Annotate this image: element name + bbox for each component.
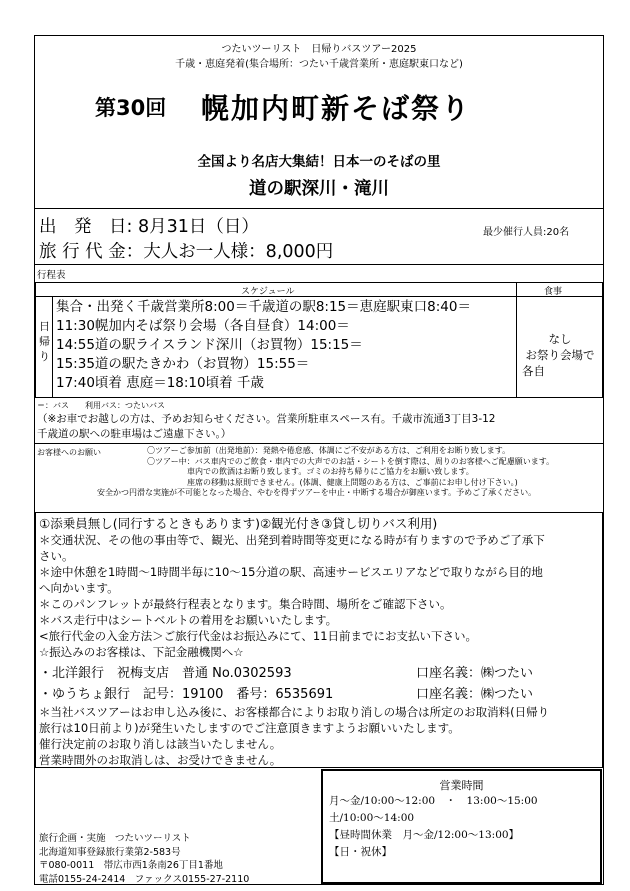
subtitle: 全国より名店大集結！日本一のそばの里: [197, 154, 441, 170]
flyer-sheet: [34, 35, 604, 885]
divider: [35, 208, 603, 209]
col-schedule: スケジュール: [241, 287, 295, 297]
schedule-line: 15:35道の駅たきかわ（お買物）15:55＝: [56, 356, 310, 372]
bus-legend: ＝：バス 利用バス：つたいバス: [37, 401, 165, 410]
bank-row: [39, 660, 549, 682]
notes-box: [35, 512, 603, 768]
itinerary-label: 行程表: [37, 270, 66, 281]
hours-lines: 月～金/10:00～12:00 ・ 13:00～15:00 土/10:00～14:00 【昼時間休業 月～金/12:00～13:00】 【日・祝休】: [329, 795, 538, 858]
depart-line: 千歳・恵庭発着(集合場所：つたい千歳営業所・恵庭駅東口など): [175, 59, 463, 70]
col-divider: [516, 297, 517, 397]
bank-1: ・北洋銀行 祝梅支店 普通 No.0302593: [39, 666, 292, 681]
price: 旅 行 代 金：大人お一人様：8,000円: [39, 242, 334, 262]
bank-2-account: 口座名義：㈱つたい: [416, 687, 534, 702]
schedule-line: 17:40頃着 恵庭＝18:10頃着 千歳: [56, 375, 264, 391]
bank-1-account: 口座名義：㈱つたい: [416, 666, 534, 681]
subtitle-stations: 道の駅深川・滝川: [249, 179, 389, 199]
schedule-lines: [56, 298, 471, 393]
bank-row: [39, 682, 549, 704]
bank-2: ・ゆうちょ銀行 記号：19100 番号：6535691: [39, 687, 334, 702]
col-divider: [516, 283, 517, 296]
hours-title: 営業時間: [439, 779, 484, 792]
min-people: 最少催行人員:20名: [483, 227, 570, 238]
page-title: 幌加内町新そば祭り: [201, 92, 472, 125]
departure-date: 出 発 日: 8月31日（日）: [39, 217, 259, 237]
schedule-line: 集合・出発く千歳営業所8:00＝千歳道の駅8:15＝恵庭駅東口8:40＝: [56, 299, 471, 315]
requests-label: お客様へのお願い: [37, 448, 101, 457]
col-meal: 食事: [544, 287, 563, 297]
divider: [35, 264, 603, 265]
itinerary-table: [35, 296, 603, 398]
notes-list: ①添乗員無し(同行するときもあります)②観光付き③貸し切りバス利用) ＊交通状況、その他の事由等で、観光、出発到着時間等変更になる時が有りますので予めご了承下 さい。 ＊途中休憩を1時間～1時間半毎に10～15分道の駅、高速サービスエリアなどで取りながら目的地 へ向かいます。 ＊このパンフレットが最終行程表となります。集合時間、場所をご確認下さい。 ＊バス走行中はシートベルトの着用をお願いいたします。 <旅行代金の入金方法＞ご旅行代金はお振込みにて、11日前までにお支払い下さい。 ☆振込みのお客様は、下記金融機関へ☆ ・北洋銀行 祝梅支店 普通 No.0302593 口座名義：㈱つたい ・ゆうちょ銀行 記号：19100 番号：6535691 口座名義：㈱つたい ＊当社バスツアーはお申し込み後に、お客様都合によりお取り消しの場合は所定のお取消料(日帰り 旅行は10日前より)が発生いたしますのでご注意頂きますようお願いいたします。 催行決定前のお取り消しは該当いたしません。 営業時間外のお取消しは、お受けできません。: [39, 516, 550, 767]
business-hours-box: [321, 769, 602, 884]
col-divider: [52, 297, 53, 397]
meal-info: なし お祭り会場で 各自: [522, 332, 595, 378]
day-label: 日 帰 り: [39, 320, 50, 363]
parking-note: （※お車でお越しの方は、予めお知らせください。営業所駐車スペース有。千歳市流通3丁目3-12: [37, 413, 496, 425]
org-line: つたいツーリスト 日帰りバスツアー2025: [221, 44, 417, 55]
divider: [35, 443, 603, 444]
schedule-line: 14:55道の駅ライスランド深川（お買物）15:15＝: [56, 337, 363, 353]
company-info: 旅行企画・実施 つたいツーリスト 北海道知事登録旅行業第2-583号 〒080-0011 帯広市西1条南26丁目1番地 電話0155-24-2414 ファックス0155-27-2110: [39, 833, 250, 885]
requests-list: 〇ツアーご参加前（出発地前）：発熱や倦怠感、体調にご不安がある方は、ご利用をお断り致します。 〇ツアー中：バス車内でのご飲食・車内での大声でのお話・シートを倒す際は、周りのお客様へご配慮願います。 車内での飲酒はお断り致します。ゴミのお持ち帰りにご協力をお願い致します。 座席の移動は原則できません。(体調、健康上問題のある方は、ご事前にお申し付け下さい。) 安全かつ円滑な実施が不可能となった場合、やむを得ずツアーを中止・中断する場合が御座います。予めご了承ください。: [97, 446, 555, 497]
edition-label: 第30回: [95, 96, 167, 120]
itinerary-header-row: [35, 282, 603, 297]
parking-note: 千歳道の駅への駐車場はご遠慮下さい。）: [37, 428, 232, 440]
schedule-line: 11:30幌加内そば祭り会場（各自昼食）14:00＝: [56, 318, 350, 334]
